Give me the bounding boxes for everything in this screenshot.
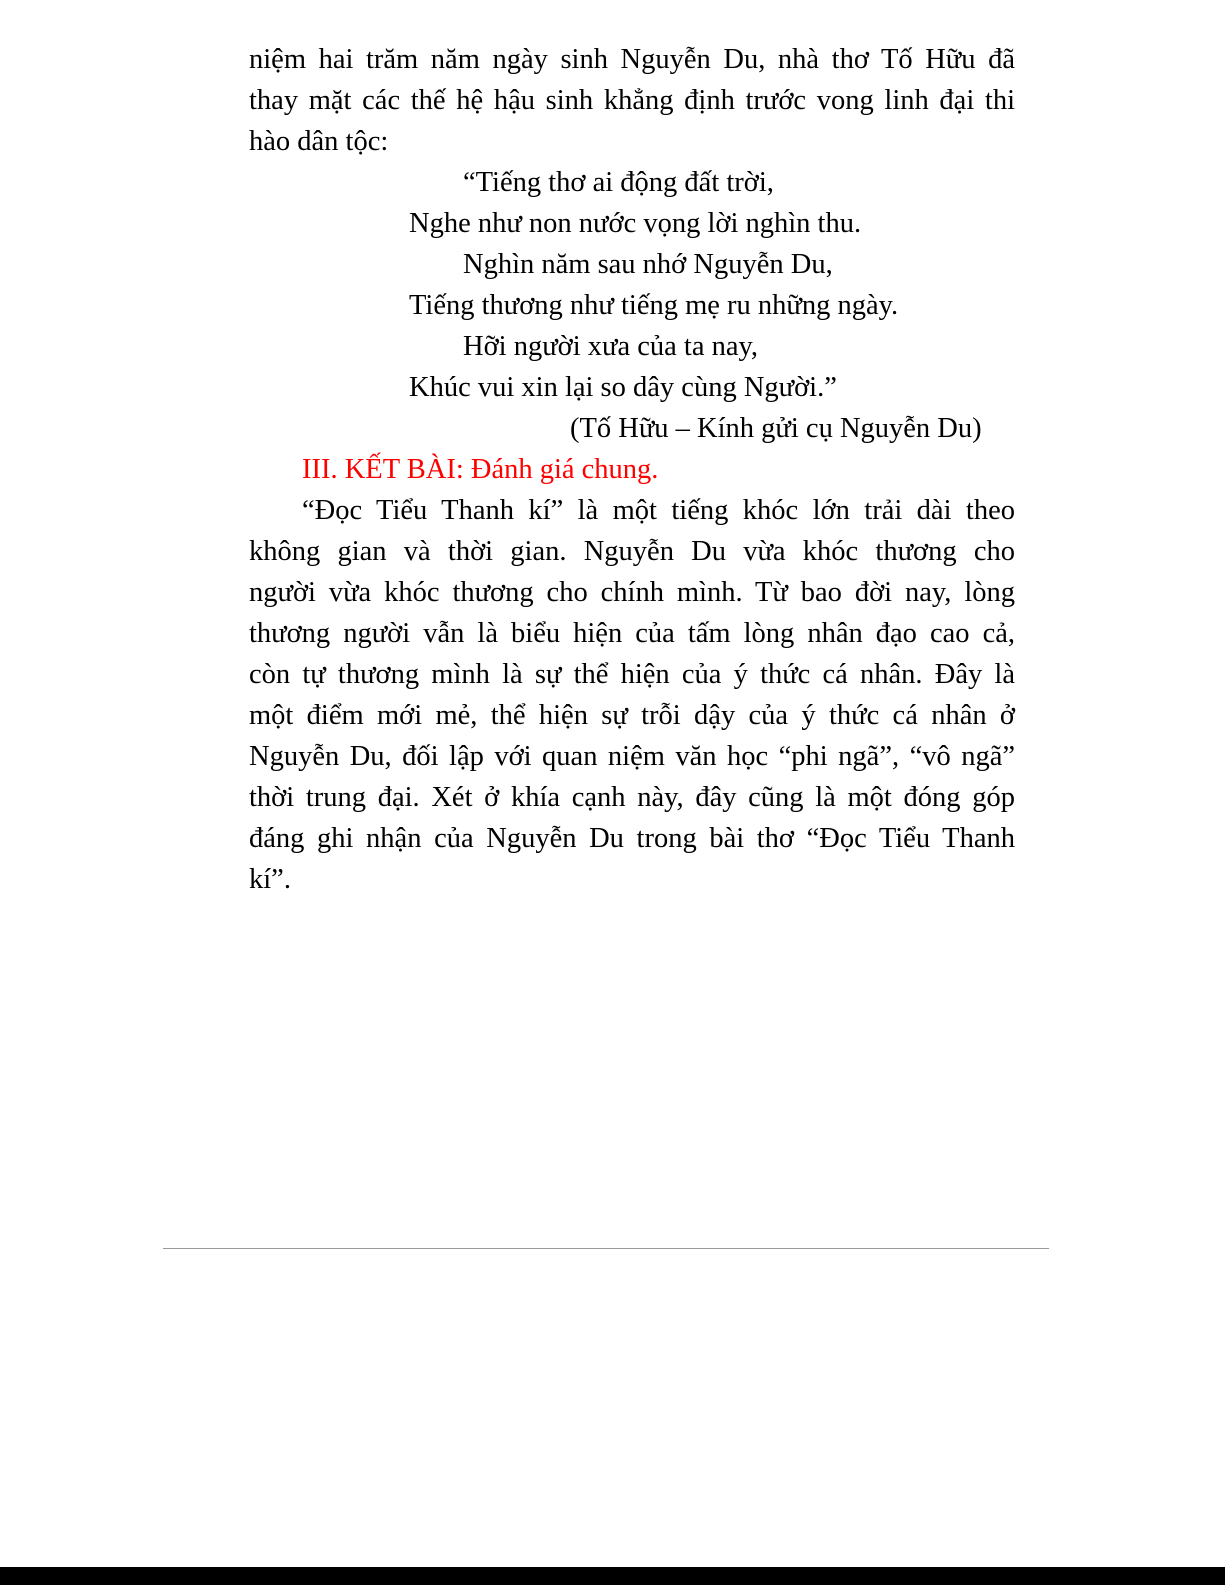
conclusion-line: kí”. [249,864,291,895]
intro-line: hào dân tộc: [249,126,389,157]
footer-divider [163,1248,1049,1249]
conclusion-line: đáng ghi nhận của Nguyễn Du trong bài thơ “Đọc Tiểu Thanh [249,823,1015,854]
conclusion-line: còn tự thương mình là sự thể hiện của ý thức cá nhân. Đây là [249,659,1015,690]
intro-paragraph [249,39,1015,162]
poem-verse: Khúc vui xin lại so dây cùng Người.” [409,372,837,403]
conclusion-line: “Đọc Tiểu Thanh kí” là một tiếng khóc lớn trải dài theo [302,495,1015,526]
poem-verse: “Tiếng thơ ai động đất trời, [463,167,774,198]
poem-verse: Hỡi người xưa của ta nay, [463,331,759,362]
page-bottom-edge [0,1567,1225,1585]
conclusion-paragraph [249,490,1015,900]
poem-citation: (Tố Hữu – Kính gửi cụ Nguyễn Du) [570,413,982,444]
conclusion-line: thời trung đại. Xét ở khía cạnh này, đây cũng là một đóng góp [249,782,1015,813]
intro-line: niệm hai trăm năm ngày sinh Nguyễn Du, nhà thơ Tố Hữu đã [249,44,1015,75]
conclusion-line: Nguyễn Du, đối lập với quan niệm văn học “phi ngã”, “vô ngã” [249,741,1015,772]
conclusion-line: không gian và thời gian. Nguyễn Du vừa khóc thương cho [249,536,1015,567]
poem-verse: Nghìn năm sau nhớ Nguyễn Du, [463,249,833,280]
conclusion-line: một điểm mới mẻ, thể hiện sự trỗi dậy của ý thức cá nhân ở [249,700,1015,731]
poem-verse: Nghe như non nước vọng lời nghìn thu. [409,208,862,239]
poem-quote [0,162,1225,449]
poem-verse: Tiếng thương như tiếng mẹ ru những ngày. [409,290,899,321]
intro-line: thay mặt các thế hệ hậu sinh khẳng định trước vong linh đại thi [249,85,1015,116]
section-heading: III. KẾT BÀI: Đánh giá chung. [302,454,659,485]
conclusion-line: thương người vẫn là biểu hiện của tấm lòng nhân đạo cao cả, [249,618,1015,649]
conclusion-line: người vừa khóc thương cho chính mình. Từ bao đời nay, lòng [249,577,1015,608]
